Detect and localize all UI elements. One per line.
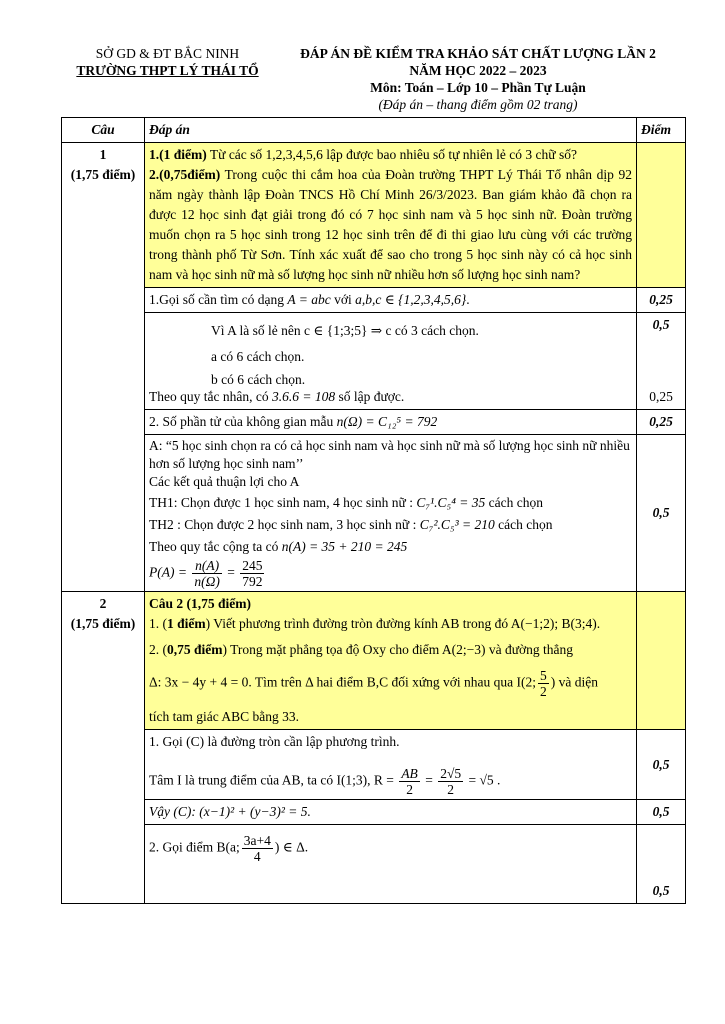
subject-line: Môn: Toán – Lớp 10 – Phần Tự Luận <box>370 80 586 95</box>
q1-step1-row <box>62 288 686 313</box>
q2-step1-row <box>62 730 686 800</box>
q2-step2-score: 0,5 <box>637 800 686 825</box>
q1-prompt <box>145 143 637 288</box>
q2-prompt-score <box>637 592 686 730</box>
q1-th1-math: C₇¹.C₅⁴ = 35 <box>416 495 486 510</box>
q2-step2-row <box>62 800 686 825</box>
q1-step3: 2. Số phần tử của không gian mẫu n(Ω) = C₁₂⁵ = 792 <box>145 410 637 435</box>
q1-step3-score: 0,25 <box>637 410 686 435</box>
header-cau: Câu <box>62 118 145 143</box>
q1-step1-set: a,b,c ∈ {1,2,3,4,5,6} <box>355 292 467 307</box>
q1-prompt-row <box>62 143 686 288</box>
q1-part1-label: 1.(1 điểm) <box>149 147 207 162</box>
header-left <box>60 45 275 79</box>
q1-step2-product: 3.6.6 = 108 <box>271 389 336 404</box>
doc-title-line2: NĂM HỌC 2022 – 2023 <box>409 63 547 78</box>
q2-part1-text: ) Viết phương trình đường tròn đường kính AB trong đó A(−1;2); B(3;4). <box>205 616 601 631</box>
q1-event-def: A: “5 học sinh chọn ra có cả học sinh nam và học sinh nữ mà số lượng học sinh nữ nhiều hơn số lượng học sinh nam’’ <box>149 438 630 471</box>
header-dapan: Đáp án <box>145 118 637 143</box>
q2-step2 <box>145 800 637 825</box>
department-name: SỞ GD & ĐT BẮC NINH <box>95 46 240 61</box>
q1-step4-score: 0,5 <box>637 435 686 592</box>
q1-step2-score-cell <box>637 313 686 410</box>
q1-step2-line3: b có 6 cách chọn. <box>211 372 306 387</box>
header-right <box>258 45 698 113</box>
q2-circle-equation: Vậy (C): (x−1)² + (y−3)² = 5. <box>149 804 311 819</box>
q2-step1-line1: 1. Gọi (C) là đường tròn cần lập phương trình. <box>149 734 400 749</box>
school-name: TRƯỜNG THPT LÝ THÁI TỔ <box>76 63 259 78</box>
q2-number: 2 <box>99 596 107 611</box>
q1-part2-label: 2.(0,75điểm) <box>149 167 221 182</box>
q1-step2-score2: 0,25 <box>649 389 673 404</box>
q2-points: (1,75 điểm) <box>70 616 136 631</box>
table-header-row <box>62 118 686 143</box>
q1-number: 1 <box>99 147 107 162</box>
q1-number-cell <box>62 143 145 592</box>
q1-step1: 1.Gọi số cần tìm có dạng A = abc với a,b,c ∈ {1,2,3,4,5,6}. <box>145 288 637 313</box>
header-diem: Điểm <box>637 118 686 143</box>
q1-th2-math: C₇².C₅³ = 210 <box>419 517 495 532</box>
q1-step2-line2: a có 6 cách chọn. <box>211 349 305 364</box>
q1-step1-score: 0,25 <box>637 288 686 313</box>
q2-title: Câu 2 (1,75 điểm) <box>149 596 251 611</box>
q2-number-cell <box>62 592 145 904</box>
q1-favorable: Các kết quả thuận lợi cho A <box>149 474 300 489</box>
q1-step3-math: n(Ω) = C₁₂⁵ = 792 <box>336 414 438 429</box>
q2-prompt: Câu 2 (1,75 điểm) 1. (1 điểm) Viết phương trình đường tròn đường kính AB trong đó A(−1;2); B(3;4). 2. (0,75 điểm) Trong mặt phẳng tọa độ Oxy cho điểm A(2;−3) và đường thẳng Δ: 3x − 4y + 4 = 0. Tìm trên Δ hai điểm B,C đối xứng với nhau qua I(2; $\frac{5}{2}$ ) và diện tích tam giác ABC bằng 33. <box>145 592 637 730</box>
q2-part2-area: tích tam giác ABC bằng 33. <box>149 709 299 724</box>
q1-step2-line1: Vì A là số lẻ nên c ∈ {1;3;5} ⇒ c có 3 cách chọn. <box>211 323 479 338</box>
q1-step3-row <box>62 410 686 435</box>
q2-step1: 1. Gọi (C) là đường tròn cần lập phương trình. Tâm I là trung điểm của AB, ta có I(1;3), R = $\frac{AB}{2}$ = $\frac{2√5}{2}$ = √5 . <box>145 730 637 800</box>
q1-step2-score: 0,5 <box>652 317 670 332</box>
q1-sum-math: n(A) = 35 + 210 = 245 <box>281 539 408 554</box>
q2-step3: 2. Gọi điểm B(a; $\frac{3a+4}{4}$ ) ∈ Δ. <box>145 825 637 904</box>
q2-prompt-row <box>62 592 686 730</box>
q1-step1-form: A = abc <box>287 292 331 307</box>
q2-part2-text: ) Trong mặt phẳng tọa độ Oxy cho điểm A(2;−3) và đường thẳng <box>222 642 574 657</box>
page-note: (Đáp án – thang điểm gồm 02 trang) <box>378 97 578 112</box>
q2-step3-row <box>62 825 686 904</box>
q2-step3-score: 0,5 <box>637 825 686 904</box>
q1-probability: P(A) = $\frac{n(A)}{n(\Omega)}$ = $\frac{245}{792}$ <box>149 558 263 589</box>
q1-step2-row <box>62 313 686 410</box>
q1-step4: A: “5 học sinh chọn ra có cả học sinh nam và học sinh nữ mà số lượng học sinh nữ nhiều hơn số lượng học sinh nam’’ Các kết quả thuận lợi cho A TH1: Chọn được 1 học sinh nam, 4 học sinh nữ : C₇¹.C₅⁴ = 35 cách chọn TH2 : Chọn được 2 học sinh nam, 3 học sinh nữ : C₇².C₅³ = 210 cách chọn Theo quy tắc cộng ta có n(A) = 35 + 210 = 245 P(A) = $\frac{n(A)}{n(\Omega)}$ = $\frac{245}{792}$ <box>145 435 637 592</box>
q1-step4-row <box>62 435 686 592</box>
q1-points: (1,75 điểm) <box>70 167 136 182</box>
q2-step1-score: 0,5 <box>637 730 686 800</box>
q1-part2-text: Trong cuộc thi cắm hoa của Đoàn trường THPT Lý Thái Tổ nhân dịp 92 năm ngày thành lập Đoàn TNCS Hồ Chí Minh 26/3/2023. Ban giám khảo đã chọn ra được 12 học sinh đạt giải trong đó có 7 học sinh nam và 5 học sinh nữ. Đoàn trường muốn chọn ra 5 học sinh trong 12 học sinh trên để đi thi giao lưu cùng với các trường trong thành phố Từ Sơn. Tính xác xuất để sao cho trong 5 học sinh này có cả học sinh nam và học sinh nữ mà số lượng học sinh nữ nhiều hơn số lượng học sinh nam? <box>149 167 632 282</box>
doc-title-line1: ĐÁP ÁN ĐỀ KIỂM TRA KHẢO SÁT CHẤT LƯỢNG LẦN 2 <box>300 46 656 61</box>
q1-part1-text: Từ các số 1,2,3,4,5,6 lập được bao nhiêu số tự nhiên lẻ có 3 chữ số? <box>206 147 577 162</box>
q1-step2: Vì A là số lẻ nên c ∈ {1;3;5} ⇒ c có 3 cách chọn. a có 6 cách chọn. b có 6 cách chọn. Theo quy tắc nhân, có 3.6.6 = 108 số lập được. <box>145 313 637 410</box>
answer-table <box>61 117 686 904</box>
q1-prompt-score <box>637 143 686 288</box>
